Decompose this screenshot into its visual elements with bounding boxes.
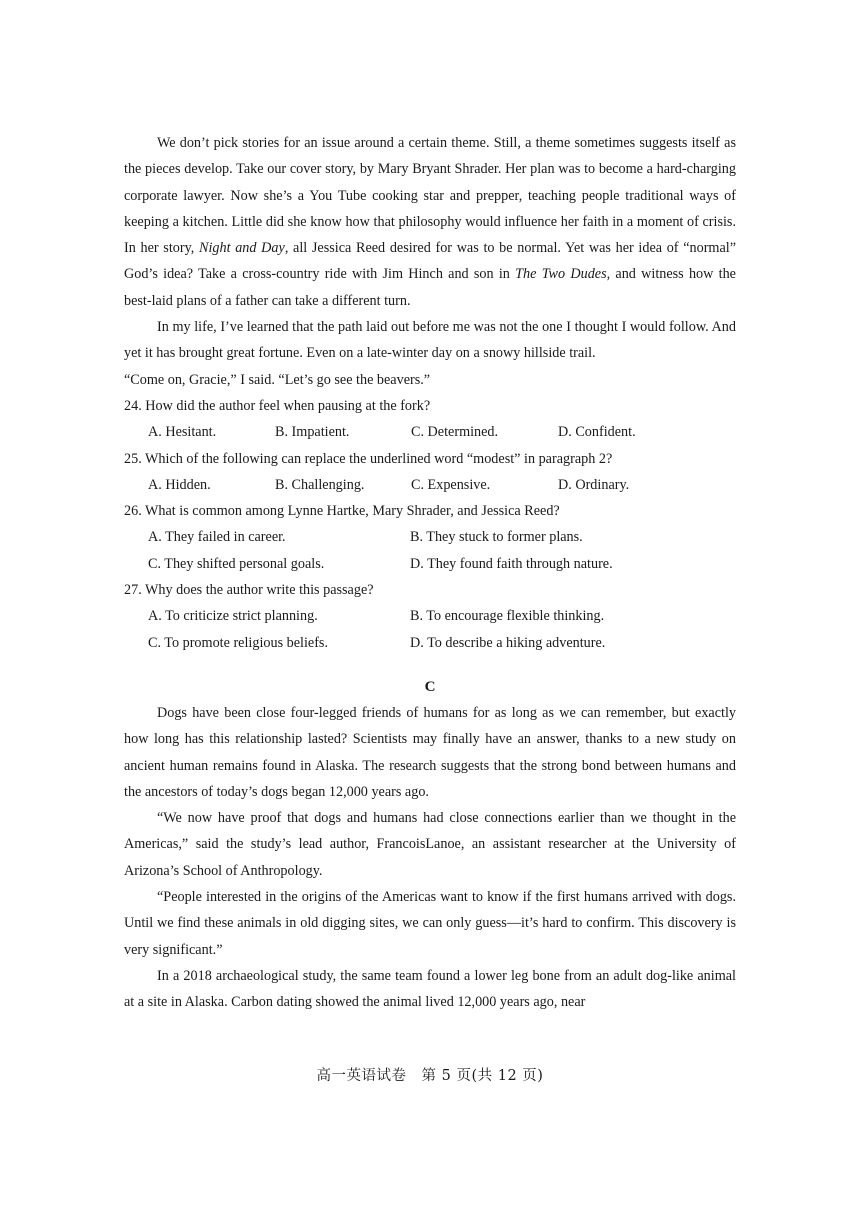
passage-b-paragraph-1 xyxy=(124,130,736,314)
story-title: The Two Dudes xyxy=(515,266,607,283)
question-27-options-row-1 xyxy=(124,603,736,629)
option-b: B. Challenging. xyxy=(275,476,365,493)
question-27-options-row-2 xyxy=(124,630,736,656)
passage-c-paragraph-4: In a 2018 archaeological study, the same team found a lower leg bone from an adult dog-like animal at a site in Alaska. Carbon dating showed the animal lived 12,000 years ago, near xyxy=(124,967,736,1011)
option-a: A. To criticize strict planning. xyxy=(148,608,318,625)
option-d: D. Ordinary. xyxy=(558,476,630,493)
option-d: D. To describe a hiking adventure. xyxy=(410,634,606,651)
option-d: D. They found faith through nature. xyxy=(410,555,613,572)
text-run: , all Jessica Reed desired for was to be normal. Yet was her idea of “normal” God’s idea? Take a cross-country ride with Jim Hinch and son in xyxy=(124,240,736,283)
option-d: D. Confident. xyxy=(558,424,636,441)
passage-b-paragraph-3: “Come on, Gracie,” I said. “Let’s go see the beavers.” xyxy=(124,371,431,388)
passage-c-paragraph-1: Dogs have been close four-legged friends of humans for as long as we can remember, but exactly how long has this relationship lasted? Scientists may finally have an answer, thanks to a new study on ancient human remains found in Alaska. The research suggests that the strong bond between humans and the ancestors of today’s dogs began 12,000 years ago. xyxy=(124,704,736,800)
text-run: We don’t pick stories for an issue around a certain theme. Still, a theme sometimes suggests itself as the pieces develop. Take our cover story, by Mary Bryant Shrader. Her plan was to become a hard-charging corporate lawyer. Now she’s a You Tube cooking star and prepper, teaching people traditional ways of keeping a kitchen. Little did she know how that philosophy would influence her faith in a moment of crisis. In her story, xyxy=(124,135,736,257)
option-c: C. Expensive. xyxy=(411,476,491,493)
option-a: A. Hesitant. xyxy=(148,424,217,441)
question-26-stem: 26. What is common among Lynne Hartke, Mary Shrader, and Jessica Reed? xyxy=(124,503,560,520)
text-run: , and witness how the best-laid plans of a father can take a different turn. xyxy=(124,266,736,309)
option-b: B. They stuck to former plans. xyxy=(410,529,583,546)
option-a: A. They failed in career. xyxy=(148,529,286,546)
exam-page-body xyxy=(124,130,736,1016)
option-c: C. Determined. xyxy=(411,424,499,441)
passage-c-paragraph-3: “People interested in the origins of the Americas want to know if the first humans arrived with dogs. Until we find these animals in old digging sites, we can only guess—it’s hard to confirm. This discovery is very significant.” xyxy=(124,889,736,958)
option-a: A. Hidden. xyxy=(148,476,211,493)
question-25-stem: 25. Which of the following can replace the underlined word “modest” in paragraph 2? xyxy=(124,450,613,467)
question-24-stem: 24. How did the author feel when pausing at the fork? xyxy=(124,397,431,414)
question-26-options-row-1 xyxy=(124,524,736,550)
question-27-stem: 27. Why does the author write this passage? xyxy=(124,582,374,599)
question-25-options xyxy=(124,472,736,498)
option-c: C. To promote religious beliefs. xyxy=(148,634,329,651)
question-26-options-row-2 xyxy=(124,551,736,577)
option-c: C. They shifted personal goals. xyxy=(148,555,325,572)
passage-c-paragraph-2: “We now have proof that dogs and humans had close connections earlier than we thought in the Americas,” said the study’s lead author, FrancoisLanoe, an assistant researcher at the University of Arizona’s School of Anthropology. xyxy=(124,810,736,879)
passage-c-heading: C xyxy=(424,678,436,695)
passage-b-paragraph-2: In my life, I’ve learned that the path laid out before me was not the one I thought I would follow. And yet it has brought great fortune. Even on a late-winter day on a snowy hillside trail. xyxy=(124,319,736,362)
question-24-options xyxy=(124,419,736,445)
option-b: B. Impatient. xyxy=(275,424,350,441)
option-b: B. To encourage flexible thinking. xyxy=(410,608,605,625)
page-footer: 高一英语试卷 第 5 页(共 12 页) xyxy=(316,1068,544,1084)
story-title: Night and Day xyxy=(198,240,285,257)
